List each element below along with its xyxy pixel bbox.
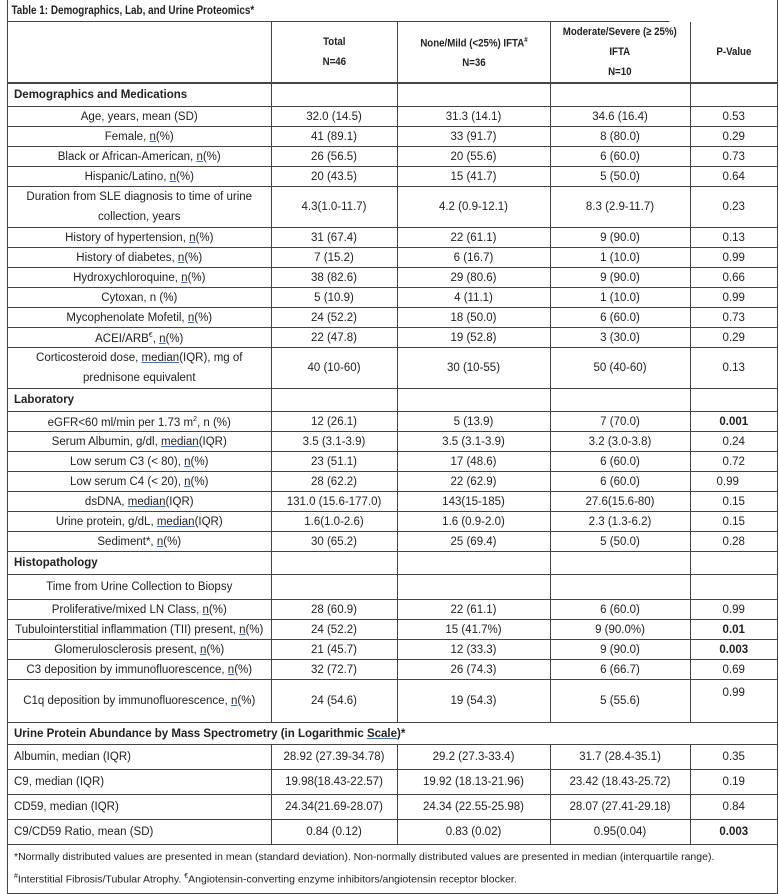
mild-cell: 29.2 (27.3-33.4): [397, 745, 550, 770]
total-cell: 4.3(1.0-11.7): [271, 187, 397, 228]
table-row: [8, 492, 777, 512]
severe-cell: 6 (60.0): [550, 600, 690, 620]
p-value-cell: 0.003: [690, 820, 777, 845]
demographics-table: [8, 22, 777, 83]
section-title: Laboratory: [8, 389, 271, 412]
table-row: [8, 472, 777, 492]
table-row: [8, 640, 777, 660]
table-row: [8, 770, 777, 795]
table-row: [8, 147, 777, 167]
severe-cell: 9 (90.0): [550, 640, 690, 660]
table-row: [8, 268, 777, 288]
table-row: [8, 127, 777, 147]
mild-cell: 18 (50.0): [397, 308, 550, 328]
row-label: Female, n(%): [8, 127, 271, 147]
total-cell: 28 (62.2): [271, 472, 397, 492]
severe-cell: 6 (60.0): [550, 472, 690, 492]
total-cell: 32 (72.7): [271, 660, 397, 680]
section-header-laboratory: [8, 389, 777, 412]
row-label: Urine protein, g/dL, median(IQR): [8, 512, 271, 532]
severe-cell: 23.42 (18.43-25.72): [550, 770, 690, 795]
section-header-histopathology: [8, 552, 777, 575]
total-cell: [271, 575, 397, 600]
table-row: [8, 288, 777, 308]
row-label: Proliferative/mixed LN Class, n(%): [8, 600, 271, 620]
total-cell: 38 (82.6): [271, 268, 397, 288]
total-cell: 41 (89.1): [271, 127, 397, 147]
p-value-cell: 0.99: [690, 288, 777, 308]
total-cell: 19.98(18.43-22.57): [271, 770, 397, 795]
mild-cell: 6 (16.7): [397, 248, 550, 268]
severe-cell: 2.3 (1.3-6.2): [550, 512, 690, 532]
table-row: [8, 452, 777, 472]
table-row: [8, 680, 777, 723]
row-label: History of diabetes, n(%): [8, 248, 271, 268]
row-label: Low serum C3 (< 80), n(%): [8, 452, 271, 472]
total-cell: 20 (43.5): [271, 167, 397, 187]
row-label: Cytoxan, n (%): [8, 288, 271, 308]
severe-cell: 28.07 (27.41-29.18): [550, 795, 690, 820]
p-value-cell: 0.13: [690, 348, 777, 389]
section-title: Urine Protein Abundance by Mass Spectrometry (in Logarithmic Scale)*: [8, 723, 777, 745]
p-value-cell: 0.64: [690, 167, 777, 187]
table-row: [8, 532, 777, 552]
row-label: Tubulointerstitial inflammation (TII) present, n(%): [8, 620, 271, 640]
severe-cell: 6 (60.0): [550, 308, 690, 328]
p-value-cell: [690, 575, 777, 600]
p-value-cell: 0.13: [690, 228, 777, 248]
header-pvalue: P-Value: [690, 22, 777, 83]
mild-cell: 33 (91.7): [397, 127, 550, 147]
total-cell: 5 (10.9): [271, 288, 397, 308]
total-cell: 31 (67.4): [271, 228, 397, 248]
header-total: Total N=46: [271, 22, 397, 83]
section-header-demographics: [8, 84, 777, 107]
mild-cell: 4 (11.1): [397, 288, 550, 308]
severe-cell: 6 (60.0): [550, 147, 690, 167]
mild-cell: 31.3 (14.1): [397, 107, 550, 127]
row-label: Hydroxychloroquine, n(%): [8, 268, 271, 288]
total-cell: 24 (52.2): [271, 620, 397, 640]
row-label: CD59, median (IQR): [8, 795, 271, 820]
mild-cell: 4.2 (0.9-12.1): [397, 187, 550, 228]
total-cell: 28.92 (27.39-34.78): [271, 745, 397, 770]
table-body: [8, 83, 777, 845]
table-row: [8, 795, 777, 820]
header-blank: [8, 22, 271, 83]
severe-cell: 3 (30.0): [550, 328, 690, 348]
total-cell: 40 (10-60): [271, 348, 397, 389]
section-title: Demographics and Medications: [8, 84, 271, 107]
total-cell: 24 (52.2): [271, 308, 397, 328]
table-row: [8, 512, 777, 532]
severe-cell: 8.3 (2.9-11.7): [550, 187, 690, 228]
header-severe: Moderate/Severe (≥ 25%) IFTA N=10: [550, 22, 690, 83]
p-value-cell: 0.69: [690, 660, 777, 680]
mild-cell: 19 (54.3): [397, 680, 550, 723]
p-value-cell: 0.29: [690, 127, 777, 147]
table-row: [8, 620, 777, 640]
mild-cell: 17 (48.6): [397, 452, 550, 472]
p-value-cell: 0.01: [690, 620, 777, 640]
severe-cell: 5 (50.0): [550, 532, 690, 552]
severe-cell: 1 (10.0): [550, 248, 690, 268]
table-row: [8, 348, 777, 389]
mild-cell: 29 (80.6): [397, 268, 550, 288]
mild-cell: 20 (55.6): [397, 147, 550, 167]
table-row: [8, 228, 777, 248]
p-value-cell: 0.73: [690, 308, 777, 328]
footnote-1: *Normally distributed values are presented in mean (standard deviation). Non-normally distributed values are presented in median (interquartile range).: [14, 851, 715, 863]
row-label: Sediment*, n(%): [8, 532, 271, 552]
table-row: [8, 575, 777, 600]
total-cell: 3.5 (3.1-3.9): [271, 432, 397, 452]
mild-cell: 3.5 (3.1-3.9): [397, 432, 550, 452]
footnotes: [8, 845, 777, 893]
total-cell: 32.0 (14.5): [271, 107, 397, 127]
mild-cell: 15 (41.7): [397, 167, 550, 187]
section-header-proteomics: [8, 723, 777, 745]
row-label: ACEI/ARB€, n(%): [8, 328, 271, 348]
p-value-cell: 0.99: [690, 248, 777, 268]
row-label: Duration from SLE diagnosis to time of urine collection, years: [8, 187, 271, 228]
row-label: C9, median (IQR): [8, 770, 271, 795]
severe-cell: [550, 575, 690, 600]
row-label: eGFR<60 ml/min per 1.73 $m^2$, n (%): [8, 412, 271, 432]
section-title: Histopathology: [8, 552, 271, 575]
severe-cell: 9 (90.0%): [550, 620, 690, 640]
row-label: Low serum C4 (< 20), n(%): [8, 472, 271, 492]
severe-cell: 50 (40-60): [550, 348, 690, 389]
table-row: [8, 432, 777, 452]
mild-cell: 22 (61.1): [397, 228, 550, 248]
severe-cell: 7 (70.0): [550, 412, 690, 432]
total-cell: 26 (56.5): [271, 147, 397, 167]
p-value-cell: 0.29: [690, 328, 777, 348]
total-cell: 0.84 (0.12): [271, 820, 397, 845]
mild-cell: 0.83 (0.02): [397, 820, 550, 845]
severe-cell: 9 (90.0): [550, 268, 690, 288]
table-row: [8, 745, 777, 770]
mild-cell: 25 (69.4): [397, 532, 550, 552]
row-label: Glomerulosclerosis present, n(%): [8, 640, 271, 660]
p-value-cell: 0.003: [690, 640, 777, 660]
mild-cell: 12 (33.3): [397, 640, 550, 660]
mild-cell: 5 (13.9): [397, 412, 550, 432]
row-label: Corticosteroid dose, median(IQR), mg of prednisone equivalent: [8, 348, 271, 389]
p-value-cell: 0.35: [690, 745, 777, 770]
p-value-cell: 0.23: [690, 187, 777, 228]
p-value-cell: 0.24: [690, 432, 777, 452]
row-label: Albumin, median (IQR): [8, 745, 271, 770]
total-cell: 21 (45.7): [271, 640, 397, 660]
severe-cell: 6 (66.7): [550, 660, 690, 680]
table-row: [8, 248, 777, 268]
mild-cell: 30 (10-55): [397, 348, 550, 389]
severe-cell: 0.95(0.04): [550, 820, 690, 845]
table-row: [8, 187, 777, 228]
total-cell: 131.0 (15.6-177.0): [271, 492, 397, 512]
mild-cell: 26 (74.3): [397, 660, 550, 680]
mild-cell: 22 (62.9): [397, 472, 550, 492]
severe-cell: 5 (55.6): [550, 680, 690, 723]
total-cell: 1.6(1.0-2.6): [271, 512, 397, 532]
p-value-cell: 0.99: [690, 472, 777, 492]
table-row: [8, 600, 777, 620]
p-value-cell: 0.99: [690, 600, 777, 620]
p-value-cell: 0.001: [690, 412, 777, 432]
row-label: Serum Albumin, g/dl, median(IQR): [8, 432, 271, 452]
p-value-cell: 0.84: [690, 795, 777, 820]
header-mild: None/Mild (<25%) IFTA# N=36: [397, 22, 550, 83]
mild-cell: 19.92 (18.13-21.96): [397, 770, 550, 795]
p-value-cell: 0.19: [690, 770, 777, 795]
row-label: dsDNA, median(IQR): [8, 492, 271, 512]
row-label: History of hypertension, n(%): [8, 228, 271, 248]
severe-cell: 9 (90.0): [550, 228, 690, 248]
row-label: C3 deposition by immunofluorescence, n(%): [8, 660, 271, 680]
total-cell: 23 (51.1): [271, 452, 397, 472]
severe-cell: 27.6(15.6-80): [550, 492, 690, 512]
mild-cell: 24.34 (22.55-25.98): [397, 795, 550, 820]
severe-cell: 6 (60.0): [550, 452, 690, 472]
table-container: [7, 0, 778, 894]
table-row: [8, 412, 777, 432]
table-row: [8, 167, 777, 187]
total-cell: 7 (15.2): [271, 248, 397, 268]
p-value-cell: 0.73: [690, 147, 777, 167]
row-label: C1q deposition by immunofluorescence, n(%): [8, 680, 271, 723]
total-cell: 24 (54.6): [271, 680, 397, 723]
mild-cell: 143(15-185): [397, 492, 550, 512]
table-title: Table 1: Demographics, Lab, and Urine Proteomics*: [8, 0, 669, 22]
total-cell: 24.34(21.69-28.07): [271, 795, 397, 820]
severe-cell: 5 (50.0): [550, 167, 690, 187]
severe-cell: 8 (80.0): [550, 127, 690, 147]
p-value-cell: 0.15: [690, 512, 777, 532]
mild-cell: 19 (52.8): [397, 328, 550, 348]
table-row: [8, 660, 777, 680]
row-label: C9/CD59 Ratio, mean (SD): [8, 820, 271, 845]
row-label: Mycophenolate Mofetil, n(%): [8, 308, 271, 328]
mild-cell: 1.6 (0.9-2.0): [397, 512, 550, 532]
p-value-cell: 0.53: [690, 107, 777, 127]
row-label: Hispanic/Latino, n(%): [8, 167, 271, 187]
mild-cell: 22 (61.1): [397, 600, 550, 620]
row-label: Age, years, mean (SD): [8, 107, 271, 127]
p-value-cell: 0.99: [690, 680, 777, 723]
table-row: [8, 820, 777, 845]
mild-cell: 15 (41.7%): [397, 620, 550, 640]
header-row: [8, 22, 777, 83]
severe-cell: 3.2 (3.0-3.8): [550, 432, 690, 452]
total-cell: 22 (47.8): [271, 328, 397, 348]
mild-cell: [397, 575, 550, 600]
total-cell: 28 (60.9): [271, 600, 397, 620]
table-row: [8, 328, 777, 348]
row-label: Black or African-American, n(%): [8, 147, 271, 167]
severe-cell: 1 (10.0): [550, 288, 690, 308]
footnote-2: #Interstitial Fibrosis/Tubular Atrophy. €Angiotensin-converting enzyme inhibitors/angiotensin receptor blocker.: [14, 873, 517, 886]
table-row: [8, 107, 777, 127]
severe-cell: 31.7 (28.4-35.1): [550, 745, 690, 770]
table-row: [8, 308, 777, 328]
p-value-cell: 0.15: [690, 492, 777, 512]
p-value-cell: 0.72: [690, 452, 777, 472]
total-cell: 12 (26.1): [271, 412, 397, 432]
total-cell: 30 (65.2): [271, 532, 397, 552]
row-label: Time from Urine Collection to Biopsy: [8, 575, 271, 600]
p-value-cell: 0.66: [690, 268, 777, 288]
p-value-cell: 0.28: [690, 532, 777, 552]
severe-cell: 34.6 (16.4): [550, 107, 690, 127]
